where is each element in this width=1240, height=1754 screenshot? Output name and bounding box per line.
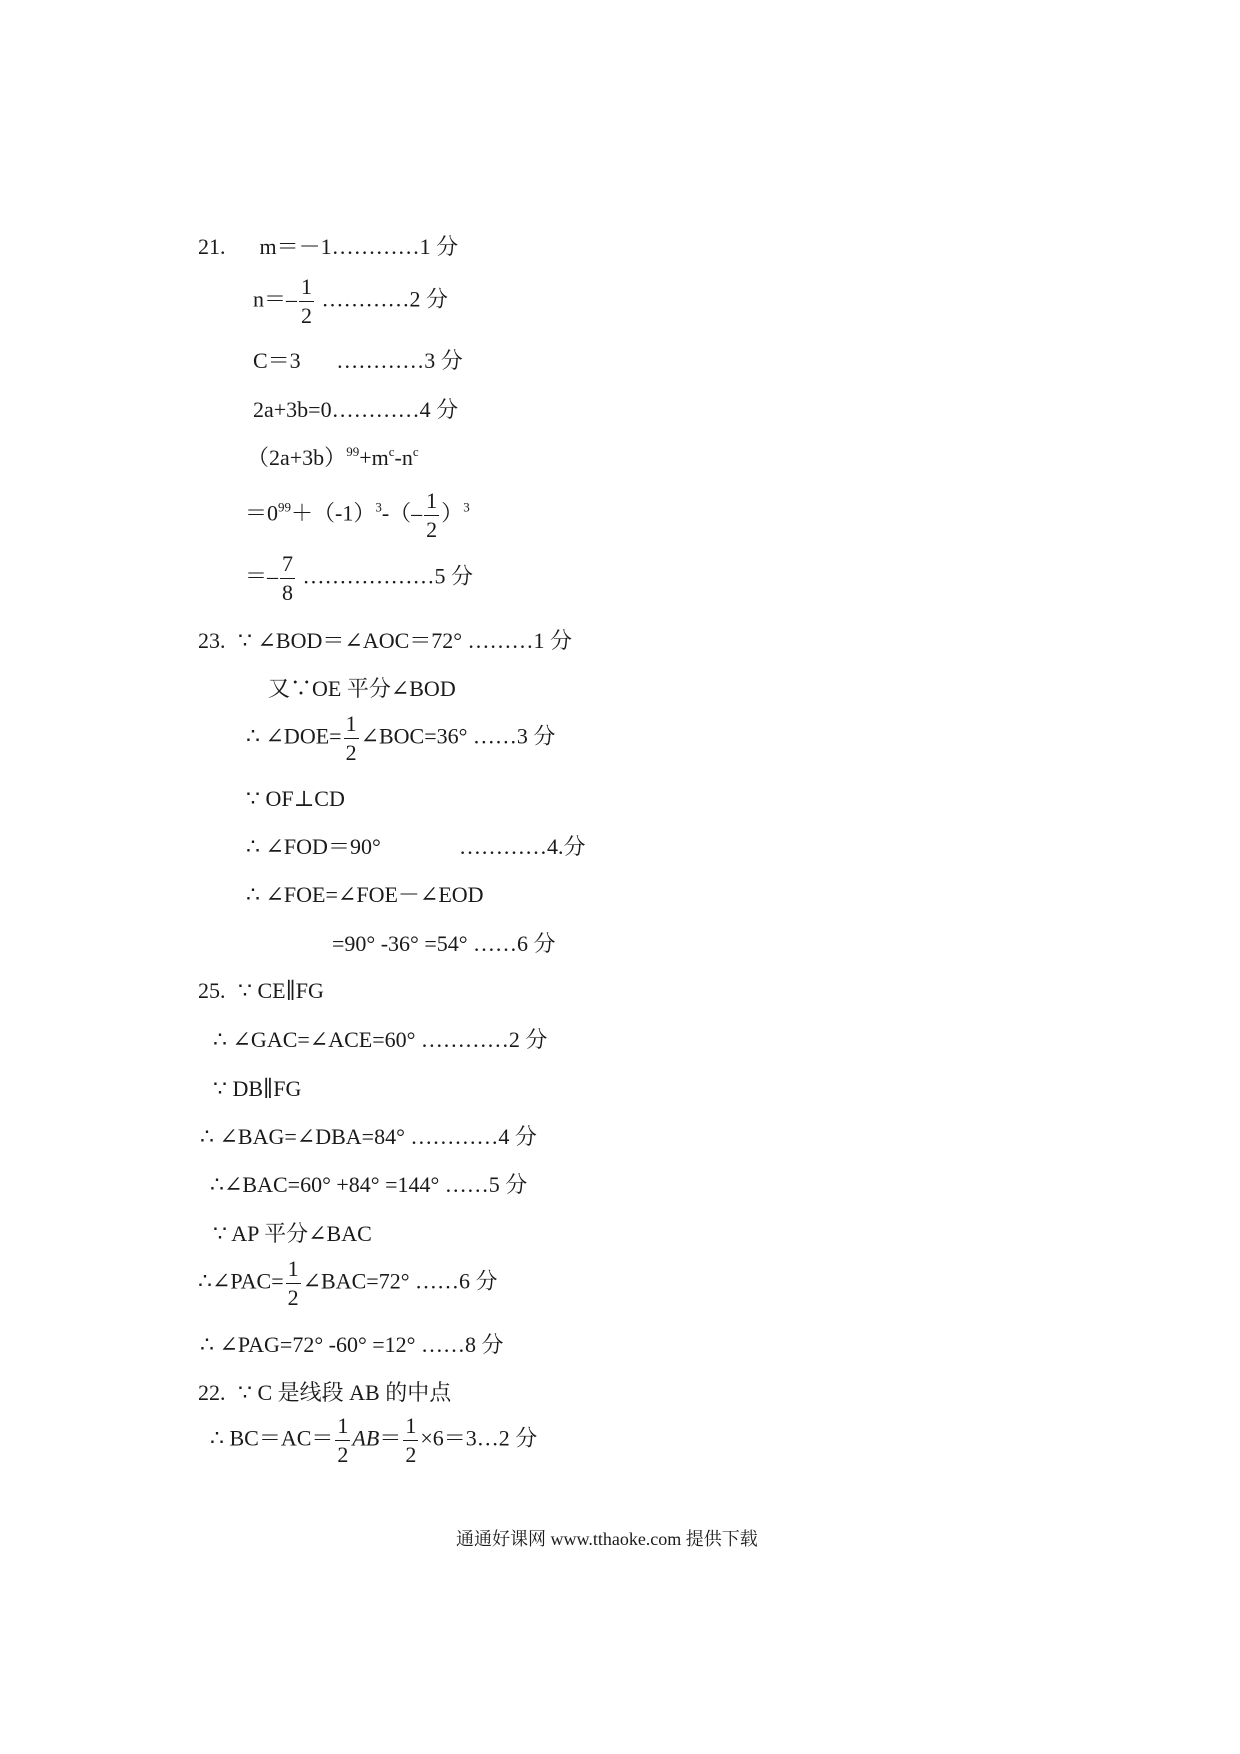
expr-part: ∠BOC=36° ……3 分 (360, 723, 556, 749)
q22-line-1 (198, 1382, 451, 1404)
exponent: 99 (278, 499, 292, 515)
score-text: …………4.分 (459, 834, 586, 859)
q23-line-4 (246, 788, 345, 810)
q21-line-3 (253, 350, 463, 372)
answer-text: 又∵OE 平分∠BOD (268, 676, 456, 701)
page-footer: 通通好课网 www.tthaoke.com 提供下载 (456, 1529, 758, 1549)
answer-text: ∵ CE∥FG (238, 978, 324, 1003)
q23-line-6 (246, 884, 484, 906)
q21-line-1 (198, 236, 458, 258)
answer-text: ∵ AP 平分∠BAC (213, 1221, 372, 1246)
fraction: $\frac{1}{2}$ (426, 488, 438, 542)
answer-text: n＝– (253, 286, 298, 312)
expr-part: AB (352, 1425, 380, 1451)
expr-part: ＝– (245, 563, 279, 589)
answer-text: ∴∠BAC=60° +84° =144° ……5 分 (210, 1172, 528, 1197)
q22-line-2 (210, 1415, 537, 1466)
q25-line-6 (213, 1223, 372, 1245)
answer-text: ∵ ∠BOD＝∠AOC＝72° ………1 分 (238, 628, 573, 653)
score-text: ………………5 分 (297, 563, 474, 589)
answer-text: =90° -36° =54° ……6 分 (332, 931, 556, 956)
expr-part: ＋（-1） (291, 500, 376, 526)
q21-line-4 (253, 399, 458, 421)
score-text: …………2 分 (316, 286, 449, 312)
q25-line-5 (210, 1174, 527, 1196)
exponent: 3 (375, 499, 382, 515)
exponent: c (412, 444, 419, 459)
expr-part: （2a+3b） (247, 445, 347, 470)
answer-text: ∴ ∠FOE=∠FOE－∠EOD (246, 882, 484, 907)
q25-line-7 (198, 1258, 498, 1309)
q25-line-3 (213, 1078, 301, 1100)
answer-text: ∴ ∠BAG=∠DBA=84° …………4 分 (200, 1124, 537, 1149)
q25-line-8 (200, 1334, 503, 1356)
fraction: $\frac{1}{2}$ (337, 1413, 349, 1467)
answer-text: m＝－1…………1 分 (259, 234, 459, 259)
expr-part: ∴ ∠DOE= (246, 723, 342, 749)
expr-part: +m (359, 445, 389, 470)
q23-line-7 (332, 933, 556, 955)
expr-part: ×6＝3…2 分 (420, 1425, 538, 1451)
q21-line-7 (245, 553, 473, 604)
q21-line-5 (247, 444, 419, 470)
q25-line-1 (198, 980, 324, 1002)
q23-line-1 (198, 630, 572, 652)
exponent: 3 (463, 499, 470, 515)
expr-part: ） (441, 500, 464, 526)
q21-line-6 (245, 490, 470, 541)
answer-text: ∵ C 是线段 AB 的中点 (238, 1380, 452, 1405)
q25-line-2 (213, 1029, 547, 1051)
answer-text: ∴ ∠PAG=72° -60° =12° ……8 分 (200, 1332, 504, 1357)
score-text: …………3 分 (336, 348, 463, 373)
fraction: $\frac{1}{2}$ (345, 711, 357, 765)
expr-part: ＝0 (245, 500, 279, 526)
fraction: $\frac{1}{2}$ (287, 1256, 299, 1310)
q23-line-3 (246, 713, 555, 764)
expr-part: ∴ BC＝AC＝ (210, 1425, 334, 1451)
exponent: 99 (346, 444, 360, 459)
question-number: 23. (198, 628, 226, 653)
expr-part: -n (394, 445, 413, 470)
expr-part: ＝ (379, 1425, 402, 1451)
exponent: c (388, 444, 395, 459)
expr-part: -（– (381, 500, 423, 526)
fraction: $\frac{1}{2}$ (405, 1413, 417, 1467)
answer-text: ∵ OF⊥CD (246, 786, 345, 811)
q21-line-2 (253, 276, 448, 327)
fraction: $\frac{7}{8}$ (282, 551, 294, 605)
q25-line-4 (200, 1126, 537, 1148)
question-number: 22. (198, 1380, 226, 1405)
q23-line-5 (246, 834, 586, 859)
answer-text: 2a+3b=0…………4 分 (253, 397, 459, 422)
question-number: 25. (198, 978, 226, 1003)
answer-text: ∴ ∠GAC=∠ACE=60° …………2 分 (213, 1027, 548, 1052)
answer-text: ∵ DB∥FG (213, 1076, 302, 1101)
expr-part: ∠BAC=72° ……6 分 (302, 1268, 498, 1294)
question-number: 21. (198, 234, 226, 259)
expr-part: ∴∠PAC= (198, 1268, 284, 1294)
fraction: $\frac{1}{2}$ (301, 274, 313, 328)
q23-line-2 (268, 678, 456, 700)
answer-text: C＝3 (253, 348, 301, 373)
answer-text: ∴ ∠FOD＝90° (246, 834, 381, 859)
